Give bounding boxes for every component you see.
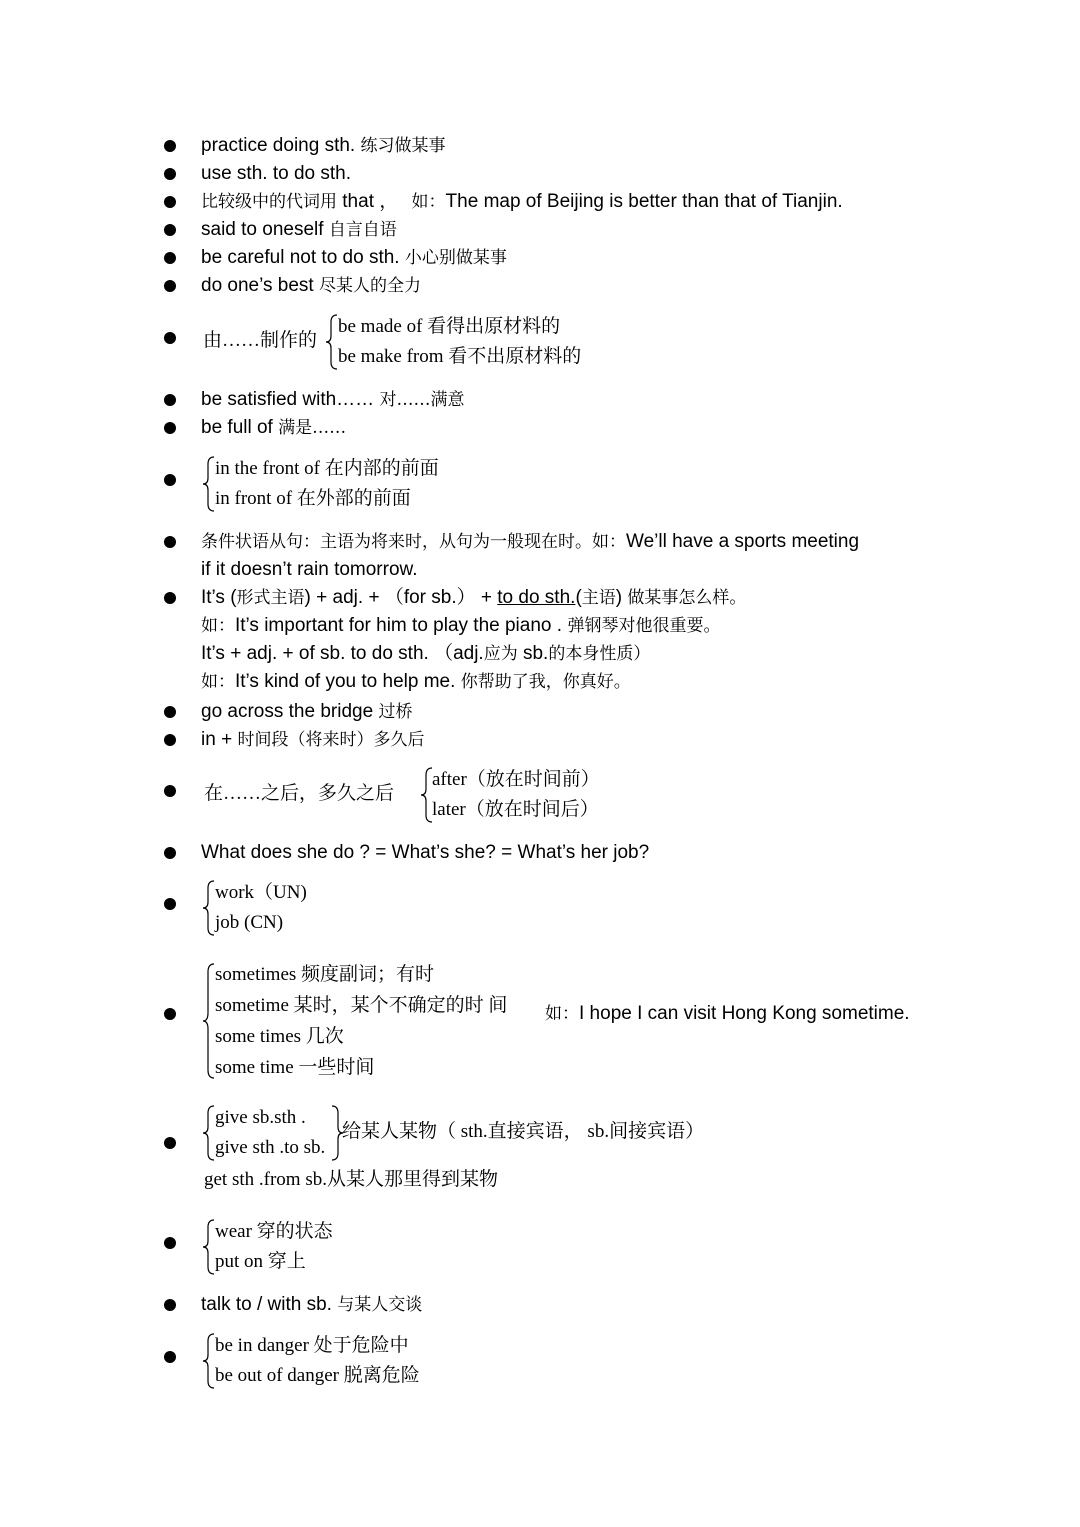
bullet-icon	[164, 422, 176, 434]
brace-option: be in danger 处于危险中	[215, 1335, 409, 1356]
brace-option: some times 几次	[215, 1026, 344, 1047]
text-part: (	[575, 587, 582, 608]
item-text	[201, 1291, 422, 1319]
english-phrase: be careful not to do sth.	[201, 247, 400, 268]
bullet-icon	[164, 280, 176, 292]
brace-option: be make from 看不出原材料的	[338, 346, 582, 367]
related-phrase: get sth .from sb.从某人那里得到某物	[204, 1169, 498, 1190]
brace-option: wear 穿的状态	[215, 1221, 333, 1242]
brace-option: give sb.sth .	[215, 1107, 306, 1128]
chinese-meaning: 过桥	[378, 702, 413, 722]
example-label: 如：	[201, 672, 235, 692]
chinese-meaning: 自言自语	[328, 220, 397, 240]
item-text	[201, 132, 445, 160]
brace-icon	[202, 1105, 216, 1161]
chinese-meaning: 小心别做某事	[404, 248, 507, 268]
brace-icon	[202, 963, 216, 1079]
bullet-icon	[164, 224, 176, 236]
english-phrase: practice doing sth.	[201, 135, 356, 156]
brace-option: be made of 看得出原材料的	[338, 316, 561, 337]
text-part: It’s (	[201, 587, 237, 608]
brace-option: sometimes 频度副词；有时	[215, 964, 435, 985]
english-phrase: be satisfied with……	[201, 389, 375, 410]
bullet-icon	[164, 1008, 176, 1020]
item-text-continued	[201, 556, 417, 584]
text-part: sb.	[517, 643, 549, 664]
brace-icon	[202, 1333, 216, 1389]
english-phrase: go across the bridge	[201, 701, 374, 722]
example-sentence: if it doesn’t rain tomorrow.	[201, 559, 418, 580]
bullet-icon	[164, 252, 176, 264]
text-part: 形式主语	[236, 588, 305, 608]
group-label: 在……之后，多久之后	[204, 783, 395, 804]
bullet-icon	[164, 592, 176, 604]
item-text	[201, 698, 412, 726]
chinese-meaning: 与某人交谈	[337, 1295, 423, 1315]
example-line	[201, 612, 720, 640]
chinese-meaning: 条件状语从句：主语为将来时，从句为一般现在时。如：	[201, 532, 626, 552]
bullet-icon	[164, 1237, 176, 1249]
brace-icon	[202, 880, 216, 936]
text-part: 应为	[483, 644, 518, 664]
bullet-icon	[164, 1351, 176, 1363]
brace-option: work（UN)	[215, 882, 307, 903]
brace-option: job (CN)	[215, 912, 284, 933]
example-sentence: It’s kind of you to help me.	[235, 671, 456, 692]
chinese-meaning: 练习做某事	[360, 136, 446, 156]
brace-option: put on 穿上	[215, 1251, 306, 1272]
bullet-icon	[164, 706, 176, 718]
example-sentence: I hope I can visit Hong Kong sometime.	[579, 1003, 910, 1024]
chinese-meaning: 弹钢琴对他很重要。	[562, 616, 721, 636]
chinese-meaning: 时间段（将来时）多久后	[237, 730, 425, 750]
text-part: 主语	[581, 588, 616, 608]
bullet-icon	[164, 734, 176, 746]
item-text	[201, 528, 859, 556]
text-part: 的本身性质）	[548, 644, 651, 664]
bullet-icon	[164, 847, 176, 859]
chinese-meaning: 你帮助了我，你真好。	[455, 672, 631, 692]
group-label: 由……制作的	[203, 330, 318, 351]
structure-line	[201, 640, 650, 668]
chinese-meaning: 满是……	[278, 418, 347, 438]
bullet-icon	[164, 168, 176, 180]
item-text	[201, 216, 397, 244]
english-phrase: that ，	[342, 191, 399, 212]
item-text	[201, 244, 507, 272]
english-phrase: in +	[201, 729, 233, 750]
bullet-icon	[164, 785, 176, 797]
bullet-icon	[164, 898, 176, 910]
chinese-meaning: 尽某人的全力	[318, 276, 421, 296]
underlined-phrase: to do sth.	[497, 587, 576, 608]
example-line	[545, 1000, 910, 1028]
english-phrase: What does she do ? = What’s she? = What’s her job?	[201, 842, 650, 863]
item-text	[201, 160, 351, 188]
chinese-meaning: 比较级中的代词用	[201, 192, 337, 212]
brace-icon	[325, 314, 339, 370]
english-phrase: said to oneself	[201, 219, 324, 240]
item-text	[201, 188, 843, 216]
example-label: 如：	[201, 616, 235, 636]
example-line	[201, 668, 631, 696]
structure-line	[201, 584, 746, 612]
example-sentence: It’s important for him to play the piano .	[235, 615, 563, 636]
brace-option: some time 一些时间	[215, 1057, 375, 1078]
example-label: 如：	[545, 1004, 579, 1024]
brace-icon	[202, 1219, 216, 1275]
example-sentence: The map of Beijing is better than that of Tianjin.	[445, 191, 843, 212]
bullet-icon	[164, 196, 176, 208]
brace-icon	[202, 456, 216, 512]
text-part: 做某事怎么样。	[627, 588, 747, 608]
item-text	[201, 386, 464, 414]
brace-option: in front of 在外部的前面	[215, 488, 411, 509]
brace-option: sometime 某时，某个不确定的时 间	[215, 995, 508, 1016]
text-part: It’s + adj. + of sb. to do sth. （adj.	[201, 643, 484, 664]
example-label: 如：	[411, 192, 446, 212]
bullet-icon	[164, 394, 176, 406]
bullet-icon	[164, 474, 176, 486]
english-phrase: be full of	[201, 417, 273, 438]
bullet-icon	[164, 1299, 176, 1311]
bullet-icon	[164, 1137, 176, 1149]
english-phrase: use sth. to do sth.	[201, 163, 351, 184]
brace-option: give sth .to sb.	[215, 1137, 326, 1158]
group-description: 给某人某物（ sth.直接宾语， sb.间接宾语）	[342, 1121, 705, 1142]
brace-option: later（放在时间后）	[432, 799, 599, 820]
example-sentence: We’ll have a sports meeting	[626, 531, 860, 552]
brace-option: in the front of 在内部的前面	[215, 458, 439, 479]
text-part: )	[615, 587, 628, 608]
brace-option: after（放在时间前）	[432, 769, 600, 790]
brace-option: be out of danger 脱离危险	[215, 1365, 420, 1386]
bullet-icon	[164, 332, 176, 344]
bullet-icon	[164, 536, 176, 548]
chinese-meaning: 对……满意	[379, 390, 465, 410]
item-text	[201, 839, 649, 867]
english-phrase: do one’s best	[201, 275, 314, 296]
item-text	[201, 272, 421, 300]
text-part: ) + adj. + （for sb.） +	[304, 587, 498, 608]
item-text	[201, 726, 424, 754]
item-text	[201, 414, 346, 442]
bullet-icon	[164, 140, 176, 152]
english-phrase: talk to / with sb.	[201, 1294, 332, 1315]
